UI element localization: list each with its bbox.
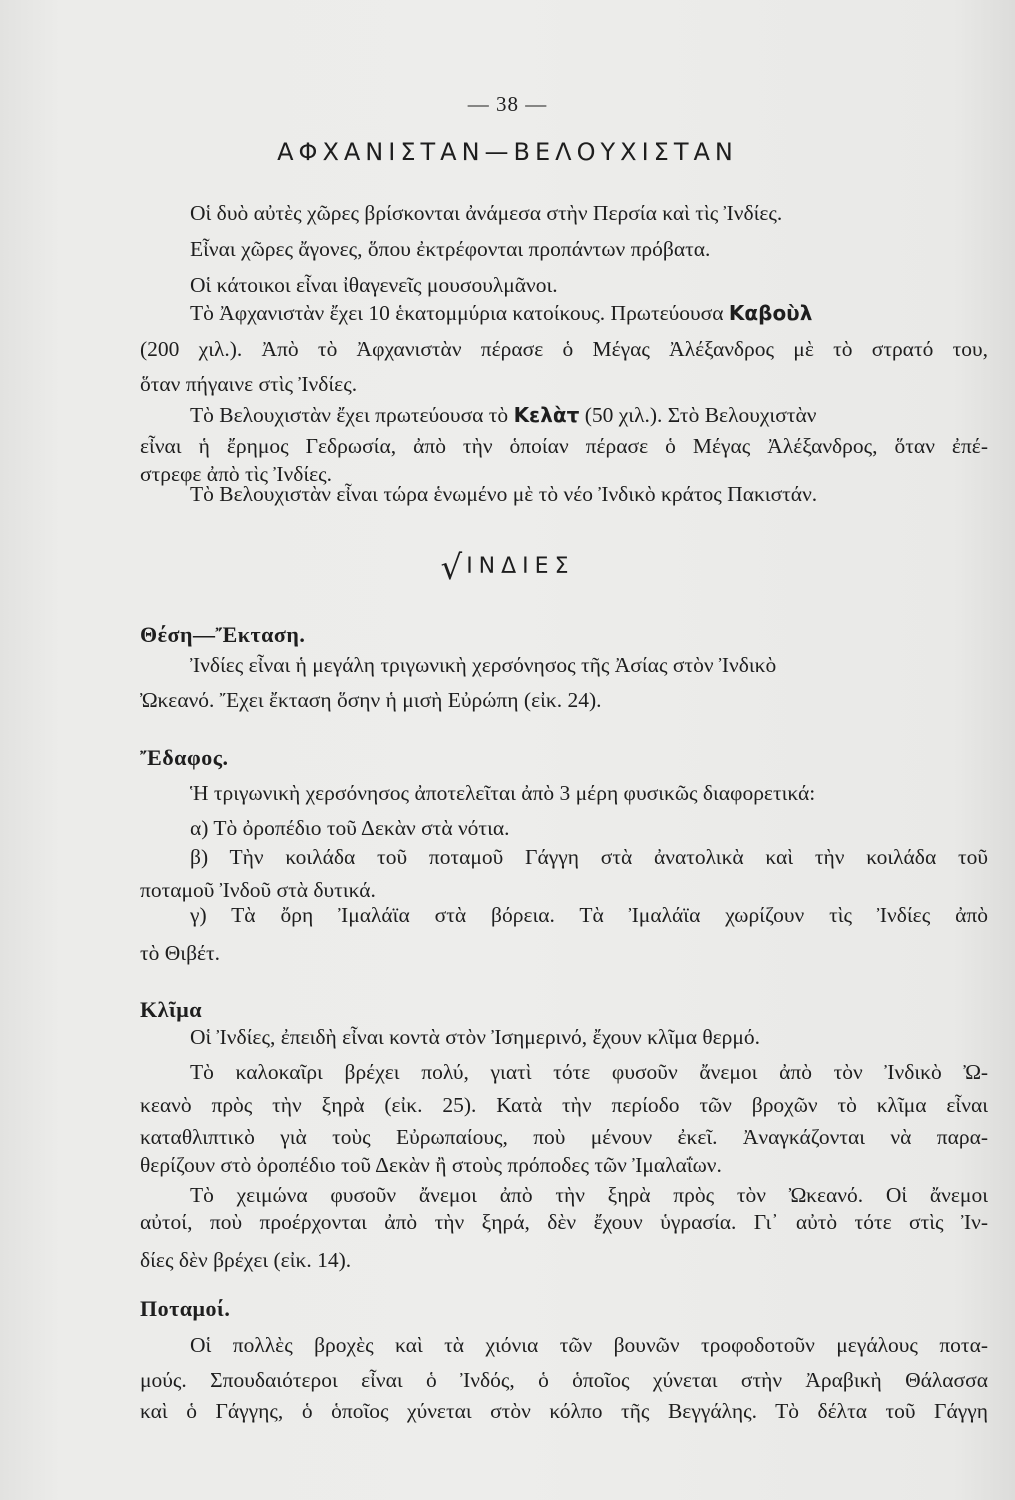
- text-fragment: (50 χιλ.). Στὸ Βελουχιστὰν: [584, 403, 817, 427]
- text-line: Οἱ κάτοικοι εἶναι ἰθαγενεῖς μουσουλμᾶνοι.: [190, 273, 558, 297]
- text-line: θερίζουν στὸ ὀροπέδιο τοῦ Δεκὰν ἢ στοὺς πρόποδες τῶν Ἰμαλαΐων.: [140, 1153, 722, 1177]
- heading-soil: Ἔδαφος.: [140, 745, 229, 770]
- text-line: γ) Τὰ ὄρη Ἰμαλάϊα στὰ βόρεια. Τὰ Ἰμαλάϊα χωρίζουν τὶς Ἰνδίες ἀπὸ: [190, 903, 988, 927]
- text-line: Οἱ Ἰνδίες, ἐπειδὴ εἶναι κοντὰ στὸν Ἰσημερινό, ἔχουν κλῖμα θερμό.: [190, 1025, 761, 1049]
- text-line: Ἰνδίες εἶναι ἡ μεγάλη τριγωνικὴ χερσόνησος τῆς Ἀσίας στὸν Ἰνδικὸ: [190, 653, 777, 677]
- text-line: Ὠκεανό. Ἔχει ἔκταση ὅσην ἡ μισὴ Εὐρώπη (εἰκ. 24).: [140, 688, 602, 712]
- check-mark-icon: √: [440, 548, 463, 588]
- text-line: μούς. Σπουδαιότεροι εἶναι ὁ Ἰνδός, ὁ ὁποῖος χύνεται στὴν Ἀραβικὴ Θάλασσα: [140, 1368, 988, 1392]
- chapter-title: ΑΦΧΑΝΙΣΤΑΝ—ΒΕΛΟΥΧΙΣΤΑΝ: [277, 138, 738, 166]
- text-line: Τὸ χειμώνα φυσοῦν ἄνεμοι ἀπὸ τὴν ξηρὰ πρὸς τὸν Ὠκεανό. Οἱ ἄνεμοι: [190, 1183, 988, 1207]
- heading-rivers: Ποταμοί.: [140, 1296, 231, 1321]
- text-line: τὸ Θιβέτ.: [140, 941, 221, 965]
- text-line: καὶ ὁ Γάγγης, ὁ ὁποῖος χύνεται στὸν κόλπο τῆς Βεγγάλης. Τὸ δέλτα τοῦ Γάγγη: [140, 1399, 988, 1423]
- text-fragment: Τὸ Βελουχιστὰν ἔχει πρωτεύουσα τὸ: [190, 403, 509, 427]
- text-line: α) Τὸ ὀροπέδιο τοῦ Δεκὰν στὰ νότια.: [190, 816, 510, 840]
- section-title-text: ΙΝΔΙΕΣ: [466, 554, 575, 579]
- text-fragment: Τὸ Ἀφχανιστὰν ἔχει 10 ἑκατομμύρια κατοίκους. Πρωτεύουσα: [190, 301, 724, 325]
- heading-climate: Κλῖμα: [140, 997, 202, 1022]
- text-line: β) Τὴν κοιλάδα τοῦ ποταμοῦ Γάγγη στὰ ἀνατολικὰ καὶ τὴν κοιλάδα τοῦ: [190, 845, 988, 869]
- text-line: Οἱ πολλὲς βροχὲς καὶ τὰ χιόνια τῶν βουνῶν τροφοδοτοῦν μεγάλους ποτα-: [190, 1333, 988, 1357]
- text-line: αὐτοί, ποὺ προέρχονται ἀπὸ τὴν ξηρά, δὲν ἔχουν ὑγρασία. Γι᾿ αὐτὸ τότε στὶς Ἰν-: [140, 1210, 988, 1234]
- text-line: ποταμοῦ Ἰνδοῦ στὰ δυτικά.: [140, 878, 376, 902]
- text-line: Τὸ καλοκαῖρι βρέχει πολύ, γιατὶ τότε φυσοῦν ἄνεμοι ἀπὸ τὸν Ἰνδικὸ Ὠ-: [190, 1060, 988, 1084]
- capital-kabul: Καβοὺλ: [728, 301, 813, 325]
- text-line: κεανὸ πρὸς τὴν ξηρὰ (εἰκ. 25). Κατὰ τὴν περίοδο τῶν βροχῶν τὸ κλῖμα εἶναι: [140, 1093, 988, 1117]
- text-line: εἶναι ἡ ἔρημος Γεδρωσία, ἀπὸ τὴν ὁποίαν πέρασε ὁ Μέγας Ἀλέξανδρος, ὅταν ἐπέ-: [140, 434, 988, 458]
- text-line: [190, 405, 816, 427]
- text-line: Τὸ Βελουχιστὰν εἶναι τώρα ἑνωμένο μὲ τὸ νέο Ἰνδικὸ κράτος Πακιστάν.: [190, 482, 818, 506]
- text-line: στρεφε ἀπὸ τὶς Ἰνδίες.: [140, 462, 333, 486]
- text-line: Οἱ δυὸ αὐτὲς χῶρες βρίσκονται ἀνάμεσα στὴν Περσία καὶ τὶς Ἰνδίες.: [190, 201, 783, 225]
- page-number: — 38 —: [467, 92, 548, 116]
- text-line: Ἡ τριγωνικὴ χερσόνησος ἀποτελεῖται ἀπὸ 3 μέρη φυσικῶς διαφορετικά:: [190, 781, 816, 805]
- text-line: [190, 303, 812, 325]
- text-line: (200 χιλ.). Ἀπὸ τὸ Ἀφχανιστὰν πέρασε ὁ Μέγας Ἀλέξανδρος μὲ τὸ στρατό του,: [140, 337, 988, 361]
- text-line: καταθλιπτικὸ γιὰ τοὺς Εὐρωπαίους, ποὺ μένουν ἐκεῖ. Ἀναγκάζονται νὰ παρα-: [140, 1125, 988, 1149]
- capital-kelat: Κελὰτ: [513, 403, 580, 427]
- text-line: ὅταν πήγαινε στὶς Ἰνδίες.: [140, 372, 358, 396]
- heading-position-area: Θέση—Ἔκταση.: [140, 622, 306, 647]
- text-line: δίες δὲν βρέχει (εἰκ. 14).: [140, 1248, 352, 1272]
- section-title: [0, 548, 1015, 588]
- text-line: Εἶναι χῶρες ἄγονες, ὅπου ἐκτρέφονται προπάντων πρόβατα.: [190, 237, 711, 261]
